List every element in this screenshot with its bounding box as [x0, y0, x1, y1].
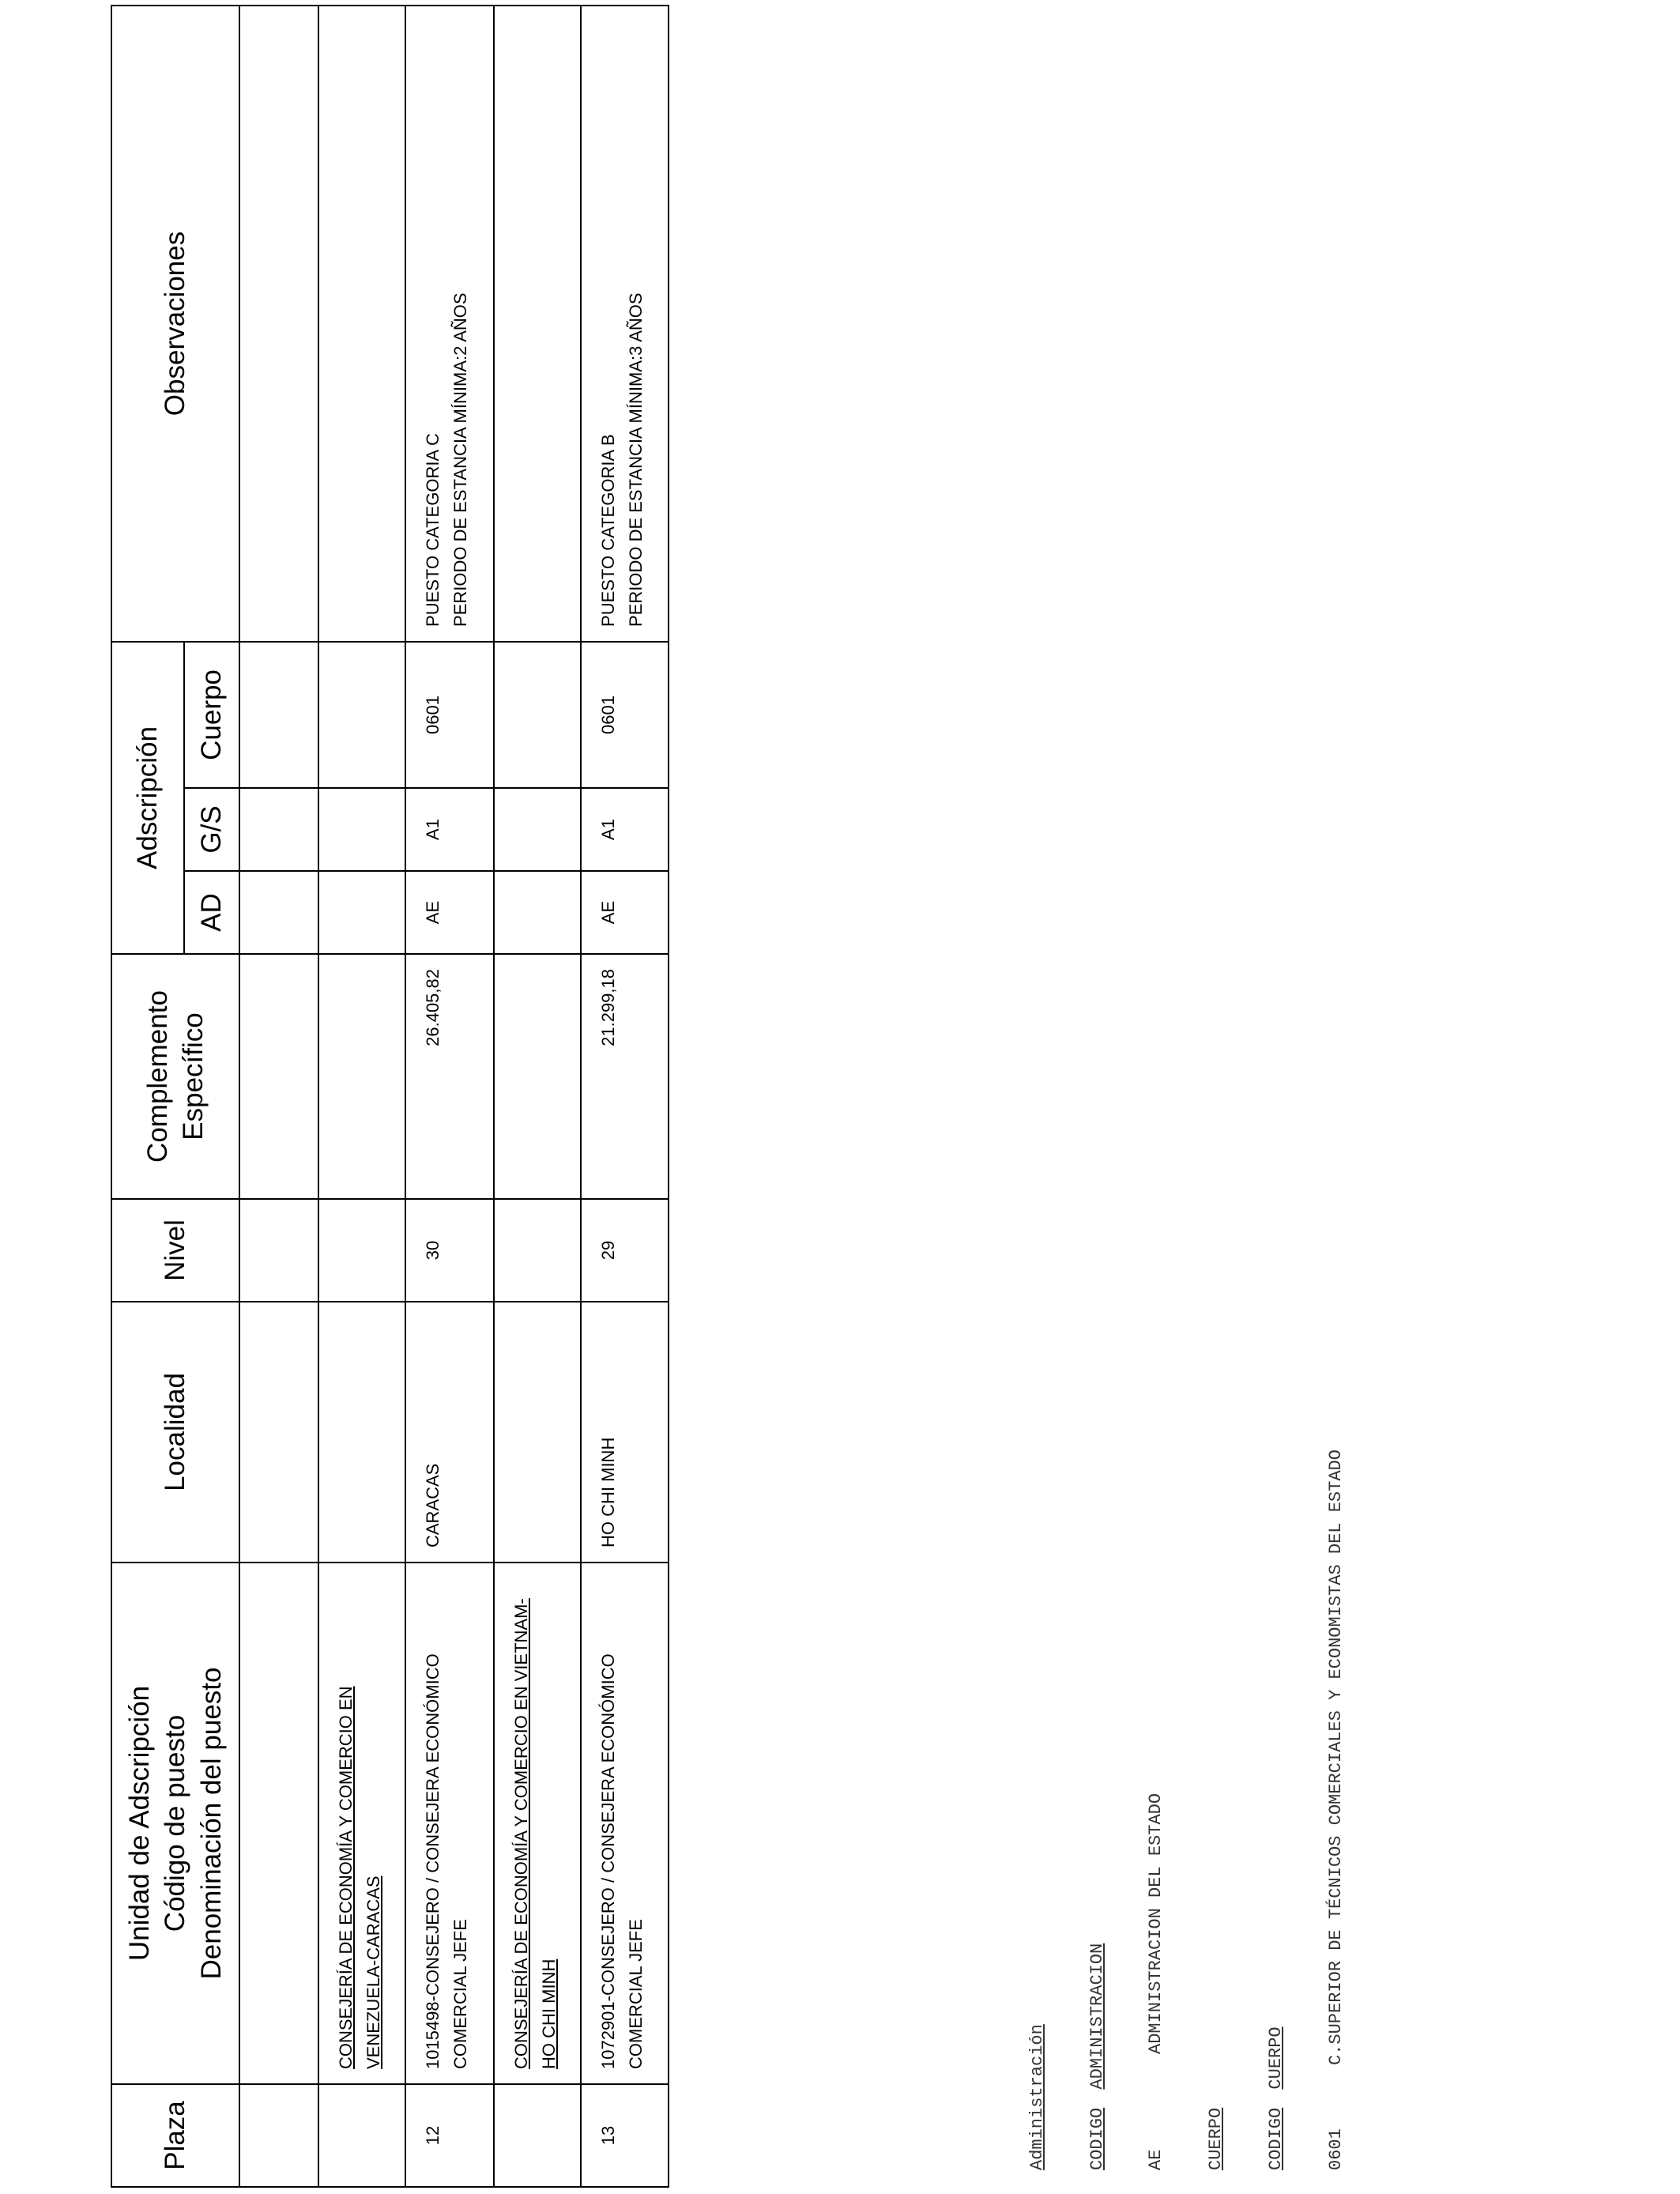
obs-line2: PERIODO DE ESTANCIA MÍNIMA:3 AÑOS — [626, 292, 646, 627]
legend-codigo-label: CODIGO — [1087, 2107, 1107, 2170]
legend-administracion-label: ADMINISTRACION — [1087, 1943, 1107, 2090]
cell-complemento: 21.299,18 — [581, 954, 669, 1199]
cell-ad — [318, 871, 405, 954]
cell-plaza — [318, 2084, 405, 2187]
legend-administracion-header — [1087, 1943, 1107, 2170]
cell-cuerpo — [494, 642, 581, 788]
cell-localidad: HO CHI MINH — [581, 1302, 669, 1563]
cell-unidad — [318, 1563, 405, 2084]
header-unidad-line2: Código de puesto — [160, 1714, 191, 1932]
cell-complemento — [318, 954, 405, 1199]
cell-localidad — [318, 1302, 405, 1563]
header-unidad — [111, 1563, 239, 2084]
header-unidad-line1: Unidad de Adscripción — [123, 1685, 155, 1962]
cell-unidad — [494, 1563, 581, 2084]
header-complemento-line1: Complemento — [141, 990, 173, 1163]
positions-table — [111, 5, 669, 2188]
cell-observaciones — [494, 6, 581, 642]
legend-ae-code: AE — [1146, 2149, 1166, 2170]
legend-cuerpo-header — [1266, 2026, 1286, 2170]
unit-heading: CONSEJERÍA DE ECONOMÍA Y COMERCIO EN VIETNAM-HO CHI MINH — [511, 1598, 559, 2069]
header-row-top — [111, 6, 184, 2187]
table-row — [581, 6, 669, 2187]
obs-line2: PERIODO DE ESTANCIA MÍNIMA:2 AÑOS — [450, 292, 471, 627]
cell-ad — [494, 871, 581, 954]
header-nivel: Nivel — [111, 1199, 239, 1302]
legend-cuerpo-label: CUERPO — [1266, 2026, 1286, 2090]
cell-observaciones — [405, 6, 494, 642]
header-complemento — [111, 954, 239, 1199]
cell-gs — [318, 788, 405, 871]
legend-cuerpo-desc: C.SUPERIOR DE TÉCNICOS COMERCIALES Y ECONOMISTAS DEL ESTADO — [1326, 1449, 1346, 2065]
obs-line1: PUESTO CATEGORIA B — [598, 434, 618, 627]
header-complemento-line2: Específico — [178, 1012, 209, 1140]
cell-unidad: 1015498-CONSEJERO / CONSEJERA ECONÓMICO COMERCIAL JEFE — [405, 1563, 494, 2084]
header-adscripcion: Adscripción — [111, 642, 184, 954]
cell-localidad — [494, 1302, 581, 1563]
cell-gs — [494, 788, 581, 871]
header-gs: G/S — [184, 788, 239, 871]
cell-plaza: 12 — [405, 2084, 494, 2187]
cell-nivel: 30 — [405, 1199, 494, 1302]
header-localidad: Localidad — [111, 1302, 239, 1563]
cell-ad: AE — [581, 871, 669, 954]
cell-ad: AE — [405, 871, 494, 954]
header-ad: AD — [184, 871, 239, 954]
cell-cuerpo: 0601 — [581, 642, 669, 788]
cell-observaciones — [318, 6, 405, 642]
cell-plaza: 13 — [581, 2084, 669, 2187]
cell-complemento — [494, 954, 581, 1199]
cell-nivel: 29 — [581, 1199, 669, 1302]
legend-administracion-title: Administración — [1027, 2024, 1047, 2170]
header-unidad-line3: Denominación del puesto — [195, 1667, 227, 1980]
cell-cuerpo: 0601 — [405, 642, 494, 788]
cell-plaza — [494, 2084, 581, 2187]
legend-ae-desc: ADMINISTRACION DEL ESTADO — [1146, 1793, 1166, 2054]
table-row-blank — [239, 6, 318, 2187]
cell-cuerpo — [318, 642, 405, 788]
table-row — [405, 6, 494, 2187]
cell-unidad: 1072901-CONSEJERO / CONSEJERA ECONÓMICO COMERCIAL JEFE — [581, 1563, 669, 2084]
unit-heading: CONSEJERÍA DE ECONOMÍA Y COMERCIO EN VENEZUELA-CARACAS — [336, 1686, 384, 2069]
table-row — [494, 6, 581, 2187]
header-observaciones: Observaciones — [111, 6, 239, 642]
cell-observaciones — [581, 6, 669, 642]
obs-line1: PUESTO CATEGORIA C — [423, 433, 443, 627]
legend-cuerpo-code: 0601 — [1326, 2128, 1346, 2170]
table-row — [318, 6, 405, 2187]
header-cuerpo: Cuerpo — [184, 642, 239, 788]
legend-cuerpo-title: CUERPO — [1206, 2107, 1226, 2170]
cell-nivel — [494, 1199, 581, 1302]
cell-nivel — [318, 1199, 405, 1302]
cell-gs: A1 — [581, 788, 669, 871]
cell-complemento: 26.405,82 — [405, 954, 494, 1199]
cell-gs: A1 — [405, 788, 494, 871]
legend-codigo-label: CODIGO — [1266, 2107, 1286, 2170]
cell-localidad: CARACAS — [405, 1302, 494, 1563]
header-plaza: Plaza — [111, 2084, 239, 2187]
